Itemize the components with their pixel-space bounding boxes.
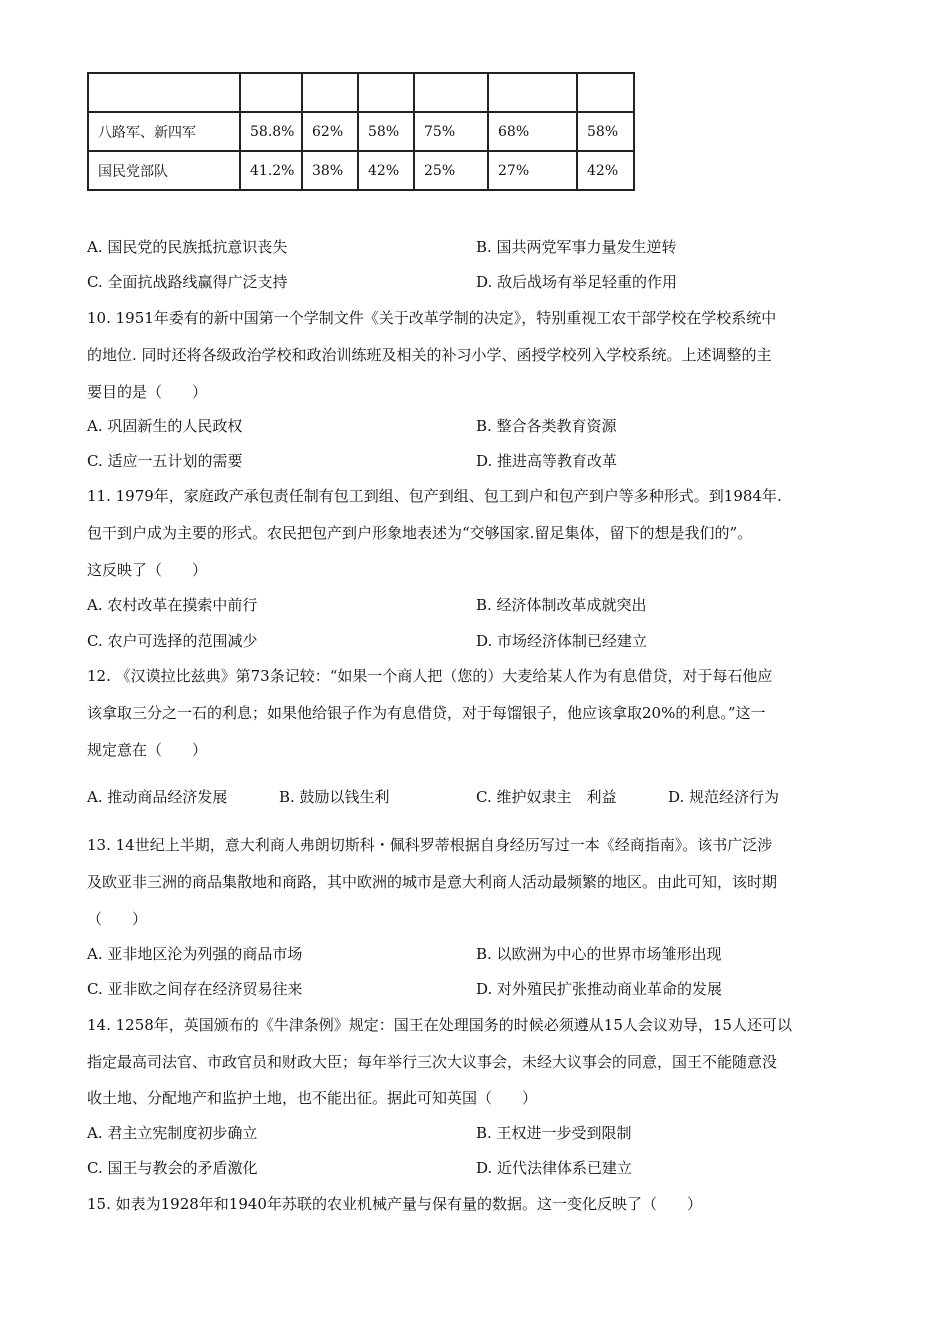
q9-option-b: B. 国共两党军事力量发生逆转 — [476, 238, 677, 256]
table-cell: 国民党部队 — [88, 151, 240, 190]
q13-stem-line-3: （ ） — [87, 910, 148, 928]
table-header-row — [88, 73, 634, 112]
q11-stem-line-2: 包干到户成为主要的形式。农民把包产到户形象地表述为“交够国家.留足集体，留下的想是我们的”。 — [87, 524, 753, 542]
q12-option-c: C. 维护奴隶主 利益 — [476, 788, 617, 806]
q11-stem-line-3: 这反映了（ ） — [87, 561, 208, 579]
q13-stem-line-1: 13. 14世纪上半期，意大利商人弗朗切斯科・佩科罗蒂根据自身经历写过一本《经商指南》。该书广泛涉 — [87, 836, 773, 854]
q13-option-a: A. 亚非地区沦为列强的商品市场 — [87, 945, 303, 963]
q12-option-b: B. 鼓励以钱生利 — [279, 788, 390, 806]
q10-option-d: D. 推进高等教育改革 — [476, 452, 618, 470]
q12-stem-line-1: 12. 《汉谟拉比兹典》第73条记较：“如果一个商人把（您的）大麦给某人作为有息借贷，对于每石他应 — [87, 667, 773, 685]
q14-option-c: C. 国王与教会的矛盾激化 — [87, 1159, 258, 1177]
table-cell: 62% — [302, 112, 358, 151]
table-cell: 42% — [358, 151, 414, 190]
q10-option-c: C. 适应一五计划的需要 — [87, 452, 243, 470]
q14-option-d: D. 近代法律体系已建立 — [476, 1159, 633, 1177]
q10-stem-line-3: 要目的是（ ） — [87, 383, 208, 401]
table-row — [88, 112, 634, 151]
table-header-cell — [88, 73, 240, 112]
data-table — [87, 72, 635, 191]
table-header-cell — [358, 73, 414, 112]
table-cell: 58.8% — [240, 112, 302, 151]
q11-option-a: A. 农村改革在摸索中前行 — [87, 596, 258, 614]
table-cell: 25% — [414, 151, 488, 190]
q15-stem-line-1: 15. 如表为1928年和1940年苏联的农业机械产量与保有量的数据。这一变化反映了（ ） — [87, 1195, 702, 1213]
table-cell: 27% — [488, 151, 577, 190]
table-header-cell — [577, 73, 634, 112]
q12-stem-line-3: 规定意在（ ） — [87, 741, 208, 759]
table-header-cell — [302, 73, 358, 112]
q13-option-b: B. 以欧洲为中心的世界市场雏形出现 — [476, 945, 722, 963]
table-cell: 41.2% — [240, 151, 302, 190]
q14-stem-line-2: 指定最高司法官、市政官员和财政大臣；每年举行三次大议事会，未经大议事会的同意，国王不能随意没 — [87, 1053, 778, 1071]
q10-option-a: A. 巩固新生的人民政权 — [87, 417, 243, 435]
q9-option-a: A. 国民党的民族抵抗意识丧失 — [87, 238, 288, 256]
table-header-cell — [240, 73, 302, 112]
q12-stem-line-2: 该拿取三分之一石的利息；如果他给银子作为有息借贷，对于每馏银子，他应该拿取20%的利息。”这一 — [87, 704, 766, 722]
table-header-cell — [414, 73, 488, 112]
q13-stem-line-2: 及欧亚非三洲的商品集散地和商路，其中欧洲的城市是意大利商人活动最频繁的地区。由此可知，该时期 — [87, 873, 778, 891]
table-cell: 58% — [577, 112, 634, 151]
q14-stem-line-3: 收土地、分配地产和监护土地，也不能出征。据此可知英国（ ） — [87, 1089, 538, 1107]
q10-option-b: B. 整合各类教育资源 — [476, 417, 617, 435]
q11-option-c: C. 农户可选择的范围减少 — [87, 632, 258, 650]
q14-option-b: B. 王权进一步受到限制 — [476, 1124, 632, 1142]
q12-option-a: A. 推动商品经济发展 — [87, 788, 228, 806]
table-row — [88, 151, 634, 190]
q13-option-c: C. 亚非欧之间存在经济贸易往来 — [87, 980, 303, 998]
q11-stem-line-1: 11. 1979年，家庭政产承包责任制有包工到组、包产到组、包工到户和包产到户等多种形式。到1984年. — [87, 487, 782, 505]
q11-option-b: B. 经济体制改革成就突出 — [476, 596, 647, 614]
table-cell: 八路军、新四军 — [88, 112, 240, 151]
table-cell: 68% — [488, 112, 577, 151]
table-cell: 75% — [414, 112, 488, 151]
q14-stem-line-1: 14. 1258年，英国颁布的《牛津条例》规定：国王在处理国务的时候必须遵从15人会议劝导，15人还可以 — [87, 1016, 792, 1034]
q11-option-d: D. 市场经济体制已经建立 — [476, 632, 648, 650]
q10-stem-line-1: 10. 1951年委有的新中国第一个学制文件《关于改革学制的决定》，特别重视工农干部学校在学校系统中 — [87, 309, 777, 327]
table-cell: 58% — [358, 112, 414, 151]
table-header-cell — [488, 73, 577, 112]
q10-stem-line-2: 的地位. 同时还将各级政治学校和政治训练班及相关的补习小学、函授学校列入学校系统。上述调整的主 — [87, 346, 772, 364]
table-cell: 42% — [577, 151, 634, 190]
table-cell: 38% — [302, 151, 358, 190]
q14-option-a: A. 君主立宪制度初步确立 — [87, 1124, 258, 1142]
q13-option-d: D. 对外殖民扩张推动商业革命的发展 — [476, 980, 723, 998]
q9-option-d: D. 敌后战场有举足轻重的作用 — [476, 273, 678, 291]
q12-option-d: D. 规范经济行为 — [668, 788, 780, 806]
q9-option-c: C. 全面抗战路线赢得广泛支持 — [87, 273, 288, 291]
